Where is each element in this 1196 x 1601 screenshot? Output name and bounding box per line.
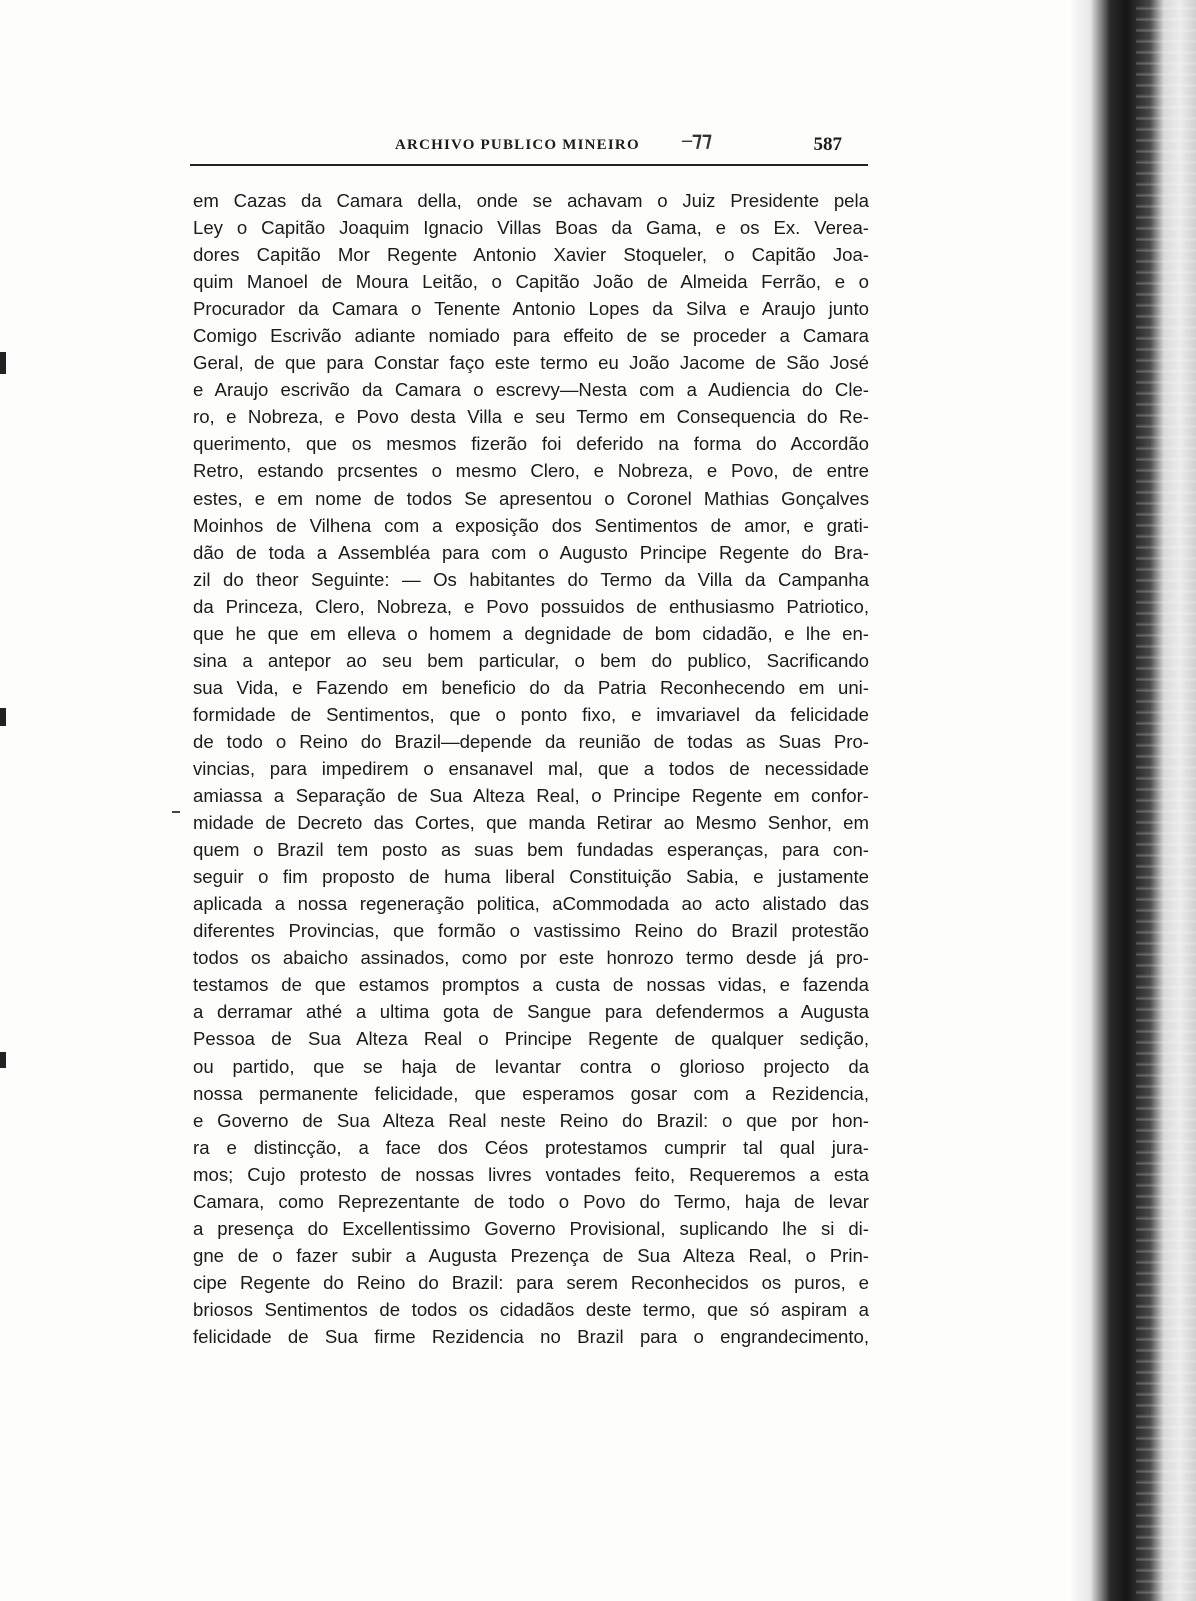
page-number: 587 bbox=[813, 134, 842, 155]
text-line: e Governo de Sua Alteza Real neste Reino do Brazil: o que por hon- bbox=[193, 1109, 869, 1131]
text-line: nossa permanente felicidade, que esperamos gosar com a Rezidencia, bbox=[193, 1082, 869, 1104]
text-line: felicidade de Sua firme Rezidencia no Brazil para o engrandecimento, bbox=[193, 1325, 869, 1347]
text-line: ro, e Nobreza, e Povo desta Villa e seu Termo em Consequencia do Re- bbox=[193, 406, 869, 428]
text-line: briosos Sentimentos de todos os cidadãos deste termo, que só aspiram a bbox=[193, 1298, 869, 1320]
text-line: sua Vida, e Fazendo em beneficio do da Patria Reconhecendo em uni- bbox=[193, 676, 869, 698]
text-line: cipe Regente do Reino do Brazil: para serem Reconhecidos os puros, e bbox=[193, 1271, 869, 1293]
text-line: estes, e em nome de todos Se apresentou o Coronel Mathias Gonçalves bbox=[193, 487, 869, 509]
text-line: ra e distincção, a face dos Céos protestamos cumprir tal qual jura- bbox=[193, 1136, 869, 1158]
folio-handwritten-mark: –⁊⁊ bbox=[682, 129, 712, 151]
gutter-texture bbox=[1136, 0, 1196, 1601]
text-line: midade de Decreto das Cortes, que manda Retirar ao Mesmo Senhor, em bbox=[193, 812, 869, 834]
text-line: sina a antepor ao seu bem particular, o bem do publico, Sacrificando bbox=[193, 649, 869, 671]
text-line: Retro, estando prcsentes o mesmo Clero, e Nobreza, e Povo, de entre bbox=[193, 460, 869, 482]
text-line: dão de toda a Assembléa para com o Augusto Principe Regente do Bra- bbox=[193, 541, 869, 563]
text-line: amiassa a Separação de Sua Alteza Real, o Principe Regente em confor- bbox=[193, 785, 869, 807]
scan-edge-mark bbox=[0, 1052, 6, 1068]
text-line: formidade de Sentimentos, que o ponto fixo, e imvariavel da felicidade bbox=[193, 703, 869, 725]
text-line: Geral, de que para Constar faço este termo eu João Jacome de São José bbox=[193, 352, 869, 374]
header-rule bbox=[190, 164, 868, 166]
scan-edge-mark bbox=[0, 708, 6, 726]
margin-dash bbox=[172, 811, 180, 813]
text-line: Comigo Escrivão adiante nomiado para effeito de se proceder a Camara bbox=[193, 325, 869, 347]
text-line: gne de o fazer subir a Augusta Prezença de Sua Alteza Real, o Prin- bbox=[193, 1244, 869, 1266]
text-line: zil do theor Seguinte: — Os habitantes do Termo da Villa da Campanha bbox=[193, 568, 869, 590]
text-line: mos; Cujo protesto de nossas livres vontades feito, Requeremos a esta bbox=[193, 1163, 869, 1185]
scan-edge-mark bbox=[0, 352, 6, 374]
text-line: todos os abaicho assinados, como por este honrozo termo desde já pro- bbox=[193, 947, 869, 969]
text-line: Moinhos de Vilhena com a exposição dos Sentimentos de amor, e grati- bbox=[193, 514, 869, 536]
text-line: de todo o Reino do Brazil—depende da reunião de todas as Suas Pro- bbox=[193, 730, 869, 752]
text-line: seguir o fim proposto de huma liberal Constituição Sabia, e justamente bbox=[193, 866, 869, 888]
text-line: a presença do Excellentissimo Governo Provisional, suplicando lhe si di- bbox=[193, 1217, 869, 1239]
text-line: vincias, para impedirem o ensanavel mal, que a todos de necessidade bbox=[193, 757, 869, 779]
body-text bbox=[193, 187, 869, 1350]
text-line: testamos de que estamos promptos a custa de nossas vidas, e fazenda bbox=[193, 974, 869, 996]
text-line: dores Capitão Mor Regente Antonio Xavier Stoqueler, o Capitão Joa- bbox=[193, 244, 869, 266]
text-line: quim Manoel de Moura Leitão, o Capitão João de Almeida Ferrão, e o bbox=[193, 271, 869, 293]
text-line: em Cazas da Camara della, onde se achavam o Juiz Presidente pela bbox=[193, 190, 869, 211]
text-line: e Araujo escrivão da Camara o escrevy—Nesta com a Audiencia do Cle- bbox=[193, 379, 869, 401]
text-line: que he que em elleva o homem a degnidade de bom cidadão, e lhe en- bbox=[193, 622, 869, 644]
text-line: Ley o Capitão Joaquim Ignacio Villas Boas da Gama, e os Ex. Verea- bbox=[193, 217, 869, 239]
text-line: diferentes Provincias, que formão o vastissimo Reino do Brazil protestão bbox=[193, 920, 869, 942]
text-line: Pessoa de Sua Alteza Real o Principe Regente de qualquer sedição, bbox=[193, 1028, 869, 1050]
text-line: a derramar athé a ultima gota de Sangue para defendermos a Augusta bbox=[193, 1001, 869, 1023]
running-head: ARCHIVO PUBLICO MINEIRO bbox=[395, 137, 640, 153]
text-line: aplicada a nossa regeneração politica, aCommodada ao acto alistado das bbox=[193, 893, 869, 915]
text-line: Camara, como Reprezentante de todo o Povo do Termo, haja de levar bbox=[193, 1190, 869, 1212]
page-header bbox=[190, 129, 866, 159]
text-line: Procurador da Camara o Tenente Antonio Lopes da Silva e Araujo junto bbox=[193, 298, 869, 320]
text-line: querimento, que os mesmos fizerão foi deferido na forma do Accordão bbox=[193, 433, 869, 455]
text-line: quem o Brazil tem posto as suas bem fundadas esperanças, para con- bbox=[193, 839, 869, 861]
text-line: ou partido, que se haja de levantar contra o glorioso projecto da bbox=[193, 1055, 869, 1077]
text-line: da Princeza, Clero, Nobreza, e Povo possuidos de enthusiasmo Patriotico, bbox=[193, 595, 869, 617]
